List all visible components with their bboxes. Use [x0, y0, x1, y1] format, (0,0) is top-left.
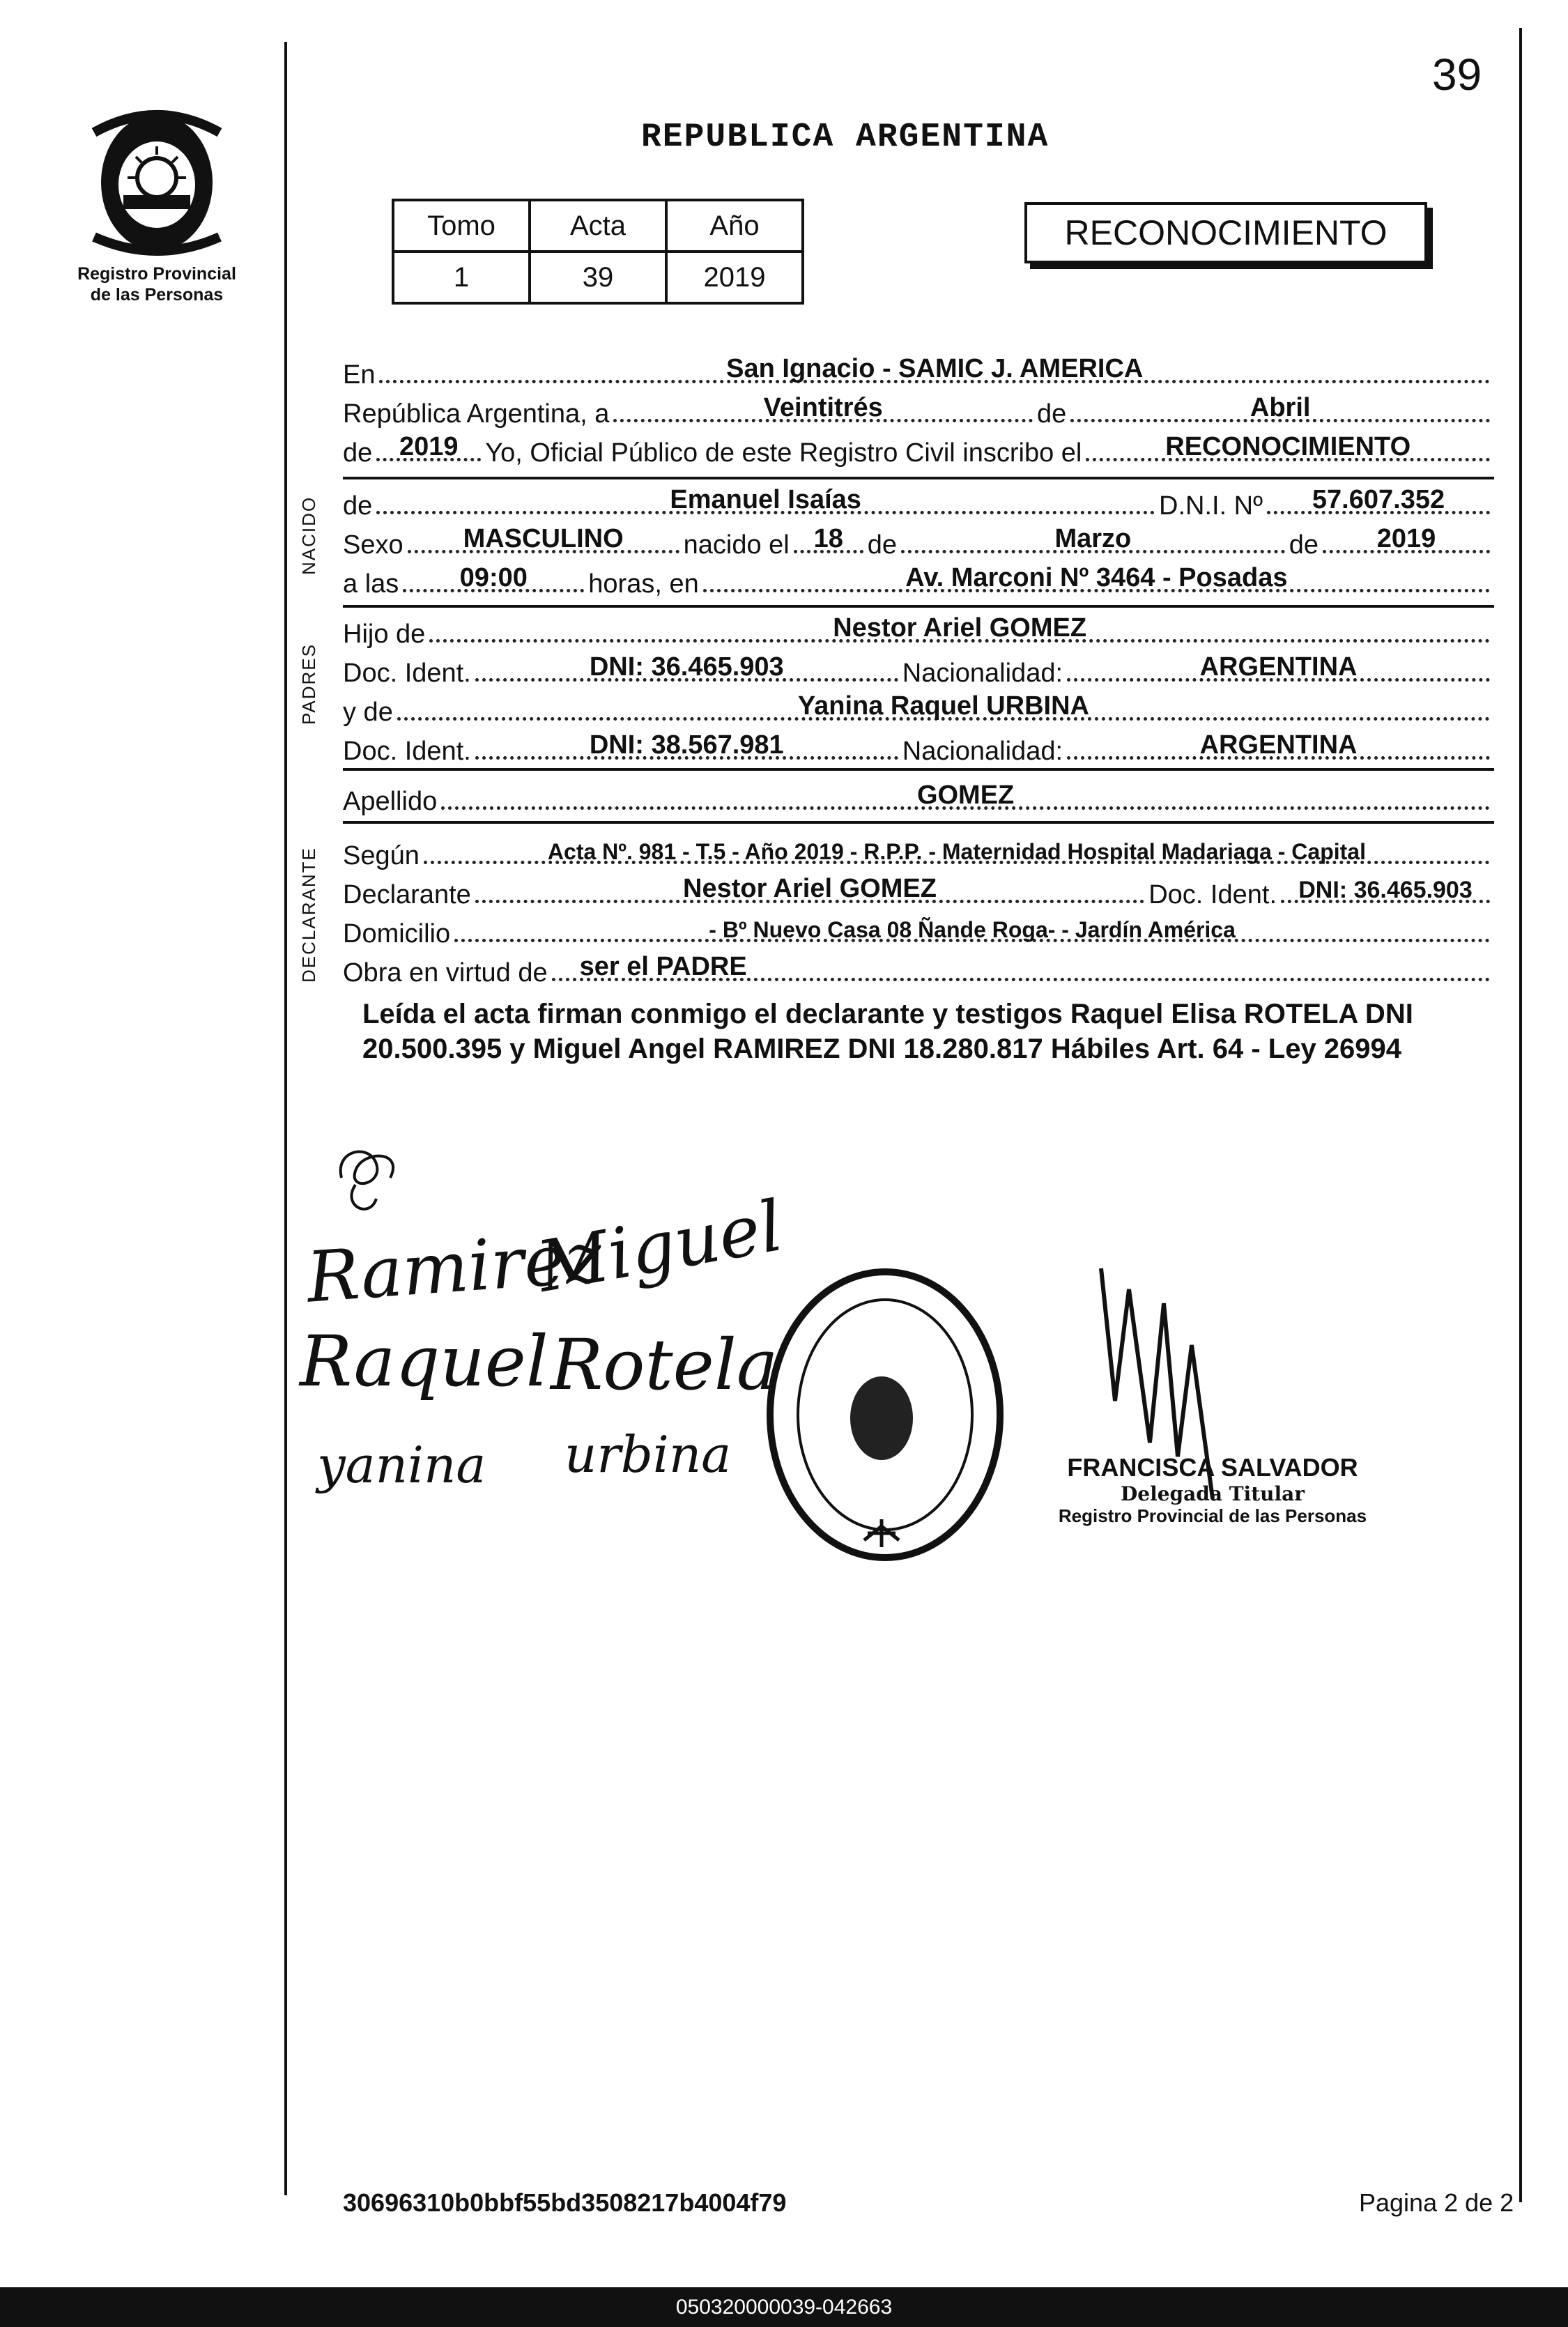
nacido-mes: Marzo [1054, 524, 1132, 553]
en-label: En [343, 360, 376, 390]
hora-label: a las [343, 569, 399, 599]
nacido-anio: 2019 [1376, 524, 1436, 553]
table-header-acta: Acta [530, 200, 666, 252]
apellido-label: Apellido [343, 787, 438, 816]
field-row-inscribo [343, 427, 1494, 468]
sexo-value: MASCULINO [463, 524, 624, 553]
declarante-doc: DNI: 36.465.903 [1298, 877, 1473, 903]
domicilio-label: Domicilio [343, 919, 451, 949]
field-row-obra [343, 946, 1494, 988]
nacido-nombre: Emanuel Isaías [670, 485, 861, 514]
signature-raquel: Raquel [300, 1321, 548, 1402]
nacido-de2-label: de [867, 530, 898, 560]
declarante-label: Declarante [343, 880, 471, 909]
page-number: 39 [1432, 49, 1482, 100]
table-value-tomo: 1 [393, 252, 530, 303]
barcode-number-bar: 050320000039-042663 [0, 2287, 1568, 2327]
sexo-label: Sexo [343, 530, 403, 560]
signature-yanina: yanina [317, 1436, 486, 1494]
de-label: de [1037, 399, 1067, 429]
madre-doc-label: Doc. Ident. [343, 737, 471, 766]
oficial-label: Yo, Oficial Público de este Registro Civil inscribo el [485, 438, 1082, 468]
yde-label: y de [343, 698, 393, 727]
registrar-block [1038, 1453, 1387, 1527]
signature-miguel: Miguel [531, 1185, 789, 1308]
madre-nombre: Yanina Raquel URBINA [797, 691, 1089, 721]
registrar-role: Delegada Titular [1120, 1482, 1305, 1505]
table-value-anio: 2019 [666, 252, 803, 303]
section-label-nacido: NACIDO [298, 496, 319, 575]
logo-caption [66, 263, 247, 305]
padre-doc: DNI: 36.465.903 [589, 652, 784, 682]
official-stamp [760, 1261, 1010, 1568]
table-header-tomo: Tomo [393, 200, 530, 252]
hora-value: 09:00 [459, 563, 528, 592]
registrar-name: FRANCISCA SALVADOR [1067, 1453, 1358, 1482]
dia-value: Veintitrés [763, 393, 883, 422]
padre-nac: ARGENTINA [1199, 652, 1358, 682]
record-type-box: RECONOCIMIENTO [1024, 202, 1427, 263]
dni-label: D.N.I. Nº [1159, 491, 1263, 521]
signature-scribble-top [328, 1136, 411, 1227]
horas-en-label: horas, en [588, 569, 699, 599]
lugar-value: Av. Marconi Nº 3464 - Posadas [905, 563, 1288, 592]
nacido-de-label: de [343, 491, 373, 521]
table-header-anio: Año [666, 200, 803, 252]
domicilio-value: - Bº Nuevo Casa 08 Ñande Roga- - Jardín América [709, 917, 1236, 942]
padre-nombre: Nestor Ariel GOMEZ [833, 613, 1087, 643]
page-indicator: Pagina 2 de 2 [1359, 2188, 1514, 2217]
divider [343, 821, 1494, 824]
signature-rotela: Rotela [551, 1324, 778, 1406]
divider [343, 768, 1494, 771]
apellido-value: GOMEZ [916, 781, 1015, 810]
hijo-label: Hijo de [343, 620, 426, 649]
declarante-doc-label: Doc. Ident. [1148, 880, 1277, 909]
field-row-madre-doc [343, 725, 1494, 767]
padre-nac-label: Nacionalidad: [902, 659, 1063, 688]
table-value-acta: 39 [530, 252, 666, 303]
misiones-seal-logo [80, 105, 233, 258]
padre-doc-label: Doc. Ident. [343, 659, 471, 688]
nacido-dni: 57.607.352 [1312, 485, 1445, 514]
mes-value: Abril [1250, 393, 1311, 422]
en-value: San Ignacio - SAMIC J. AMERICA [726, 354, 1144, 383]
obra-value: ser el PADRE [579, 952, 747, 981]
obra-label: Obra en virtud de [343, 958, 548, 988]
section-label-padres: PADRES [298, 643, 319, 725]
left-margin-line [284, 42, 287, 2195]
nacido-de3-label: de [1289, 530, 1319, 560]
inscribo-value: RECONOCIMIENTO [1165, 432, 1411, 461]
madre-doc: DNI: 38.567.981 [589, 730, 784, 760]
segun-label: Según [343, 841, 420, 870]
de2-label: de [343, 438, 373, 468]
nacido-el-label: nacido el [683, 530, 790, 560]
right-margin-line [1519, 28, 1522, 2202]
document-hash: 30696310b0bbf55bd3508217b4004f79 [343, 2188, 787, 2217]
republica-label: República Argentina, a [343, 399, 610, 429]
madre-nac: ARGENTINA [1199, 730, 1358, 760]
logo-caption-line1: Registro Provincial [77, 264, 236, 284]
legal-text: Leída el acta firman conmigo el declarante y testigos Raquel Elisa ROTELA DNI 20.500.395 y Miguel Angel RAMIREZ DNI 18.280.817 Hábiles Art. 64 - Ley 26994 [362, 999, 1413, 1064]
header-title: REPUBLICA ARGENTINA [641, 118, 1050, 156]
section-label-declarante: DECLARANTE [298, 847, 319, 983]
anio-value: 2019 [399, 432, 459, 461]
declarante-nombre: Nestor Ariel GOMEZ [683, 874, 937, 903]
record-number-table [392, 199, 804, 305]
segun-value: Acta Nº. 981 - T.5 - Año 2019 - R.P.P. - Maternidad Hospital Madariaga - Capital [547, 839, 1366, 864]
signature-ramirez: Ramirez [304, 1216, 605, 1319]
signature-urbina: urbina [564, 1425, 732, 1484]
logo-caption-line2: de las Personas [90, 285, 224, 305]
registrar-office: Registro Provincial de las Personas [1058, 1505, 1367, 1526]
nacido-dia: 18 [813, 524, 843, 553]
madre-nac-label: Nacionalidad: [902, 737, 1063, 766]
field-row-hora [343, 558, 1494, 599]
field-row-apellido [343, 775, 1494, 817]
